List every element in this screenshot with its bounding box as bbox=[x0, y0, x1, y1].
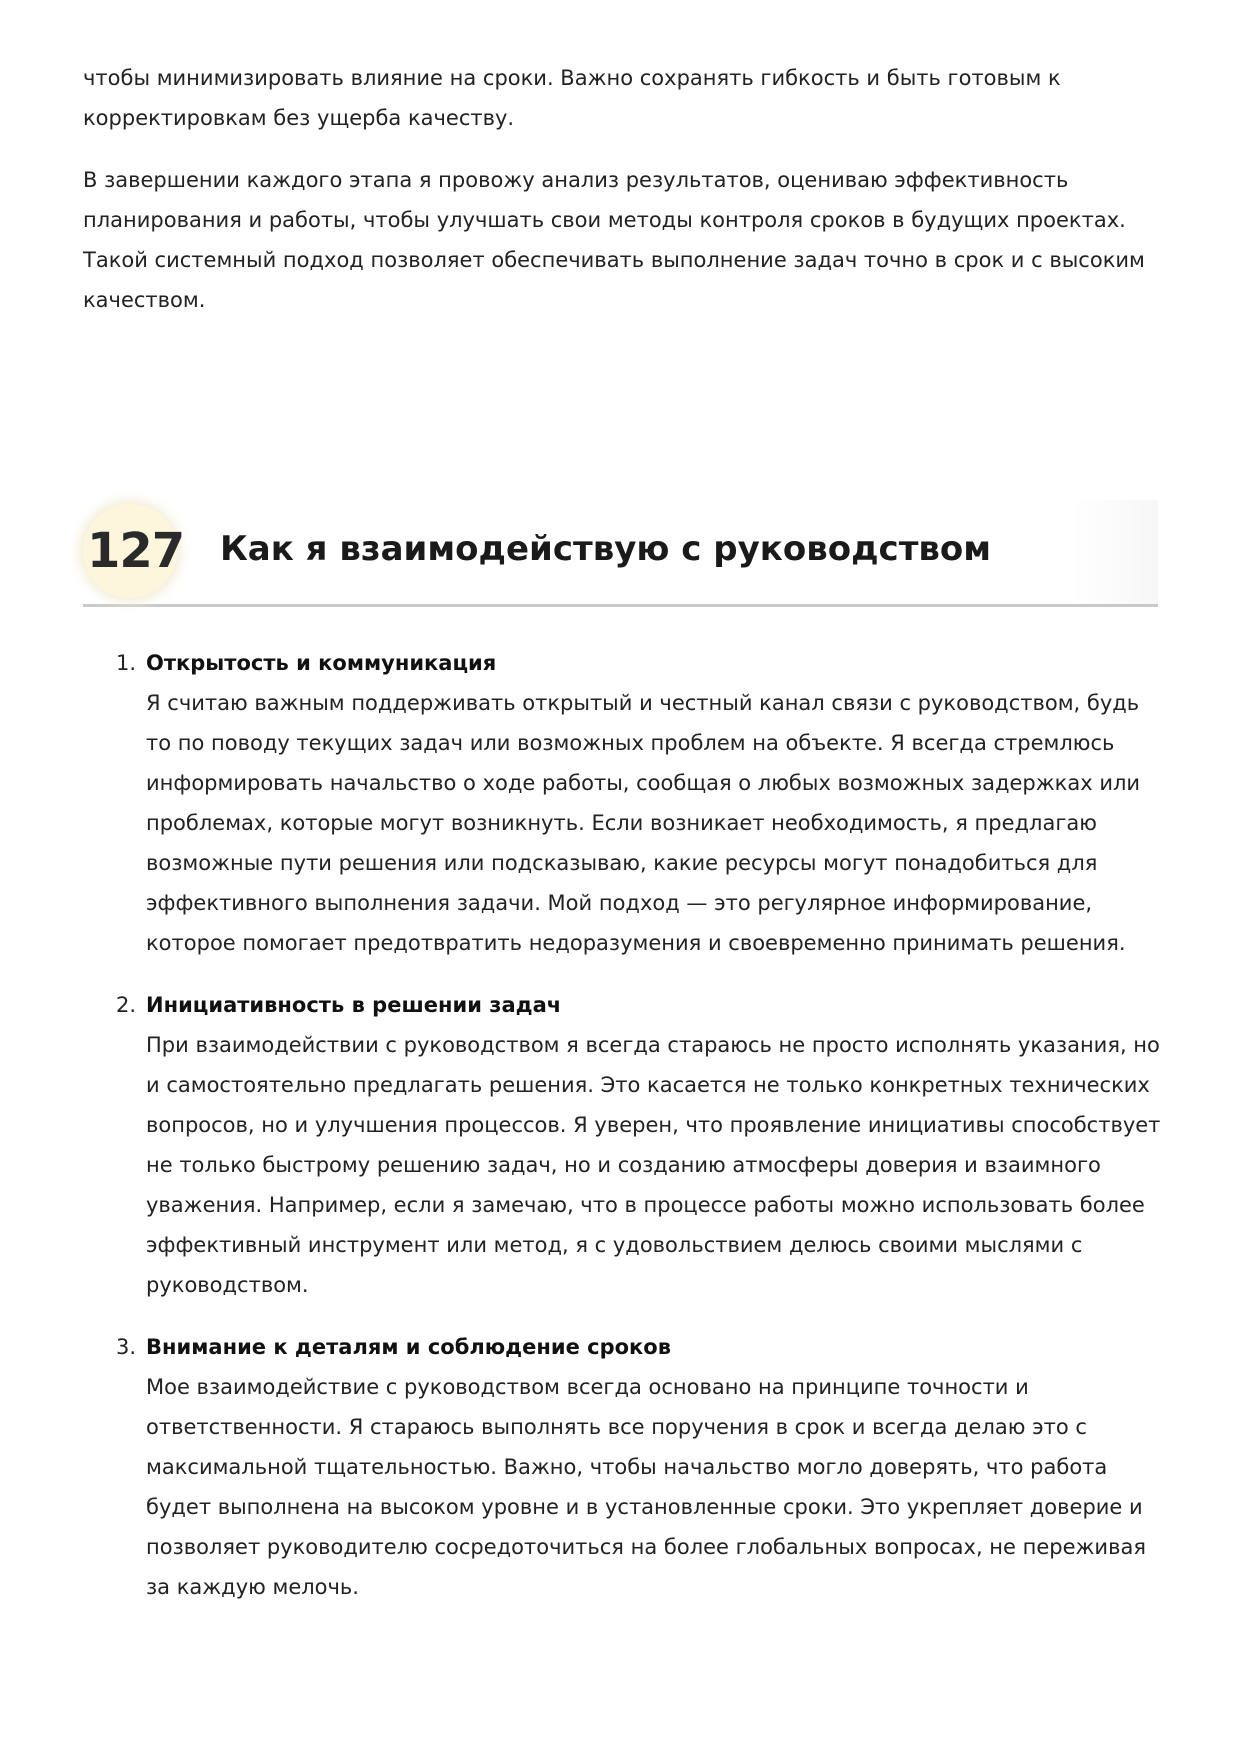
list-item bbox=[83, 1327, 1163, 1607]
list-item-title: Внимание к деталям и соблюдение сроков bbox=[146, 1335, 672, 1359]
list-item-text: Мое взаимодействие с руководством всегда основано на принципе точности и ответственности. Я стараюсь выполнять все поручения в срок и всегда делаю это с максимальной тщательностью. Важно, чтобы начальство могло доверять, что работа будет выполнена на высоком уровне и в установленные сроки. Это укрепляет доверие и позволяет руководителю сосредоточиться на более глобальных вопросах, не переживая за каждую мелочь. bbox=[146, 1375, 1146, 1599]
list-item-number: 2. bbox=[116, 993, 137, 1017]
list-item-text: При взаимодействии с руководством я всегда стараюсь не просто исполнять указания, но и самостоятельно предлагать решения. Это касается не только конкретных технических вопросов, но и улучшения процессов. Я уверен, что проявление инициативы способствует не только быстрому решению задач, но и созданию атмосферы доверия и взаимного уважения. Например, если я замечаю, что в процессе работы можно использовать более эффективный инструмент или метод, я с удовольствием делюсь своими мыслями с руководством. bbox=[146, 1033, 1161, 1297]
list-item-title: Открытость и коммуникация bbox=[146, 651, 497, 675]
list-item-number: 1. bbox=[116, 651, 137, 675]
list-item-title: Инициативность в решении задач bbox=[146, 993, 562, 1017]
list-item bbox=[83, 643, 1163, 963]
list-item-number: 3. bbox=[116, 1335, 137, 1359]
intro-text bbox=[83, 58, 1163, 342]
numbered-list bbox=[83, 643, 1163, 1629]
intro-paragraph: В завершении каждого этапа я провожу анализ результатов, оцениваю эффективность планирования и работы, чтобы улучшать свои методы контроля сроков в будущих проектах. Такой системный подход позволяет обеспечивать выполнение задач точно в срок и с высоким качеством. bbox=[83, 168, 1145, 312]
list-item-text: Я считаю важным поддерживать открытый и честный канал связи с руководством, будь то по поводу текущих задач или возможных проблем на объекте. Я всегда стремлюсь информировать начальство о ходе работы, сообщая о любых возможных задержках или проблемах, которые могут возникнуть. Если возникает необходимость, я предлагаю возможные пути решения или подсказываю, какие ресурсы могут понадобиться для эффективного выполнения задачи. Мой подход — это регулярное информирование, которое помогает предотвратить недоразумения и своевременно принимать решения. bbox=[146, 691, 1141, 955]
section-number: 127 bbox=[87, 523, 185, 579]
section-number-badge bbox=[83, 504, 185, 598]
list-item bbox=[83, 985, 1163, 1305]
intro-paragraph: чтобы минимизировать влияние на сроки. Важно сохранять гибкость и быть готовым к корректировкам без ущерба качеству. bbox=[83, 66, 1061, 130]
section-header bbox=[83, 500, 1158, 607]
section-title: Как я взаимодействую с руководством bbox=[220, 529, 992, 569]
